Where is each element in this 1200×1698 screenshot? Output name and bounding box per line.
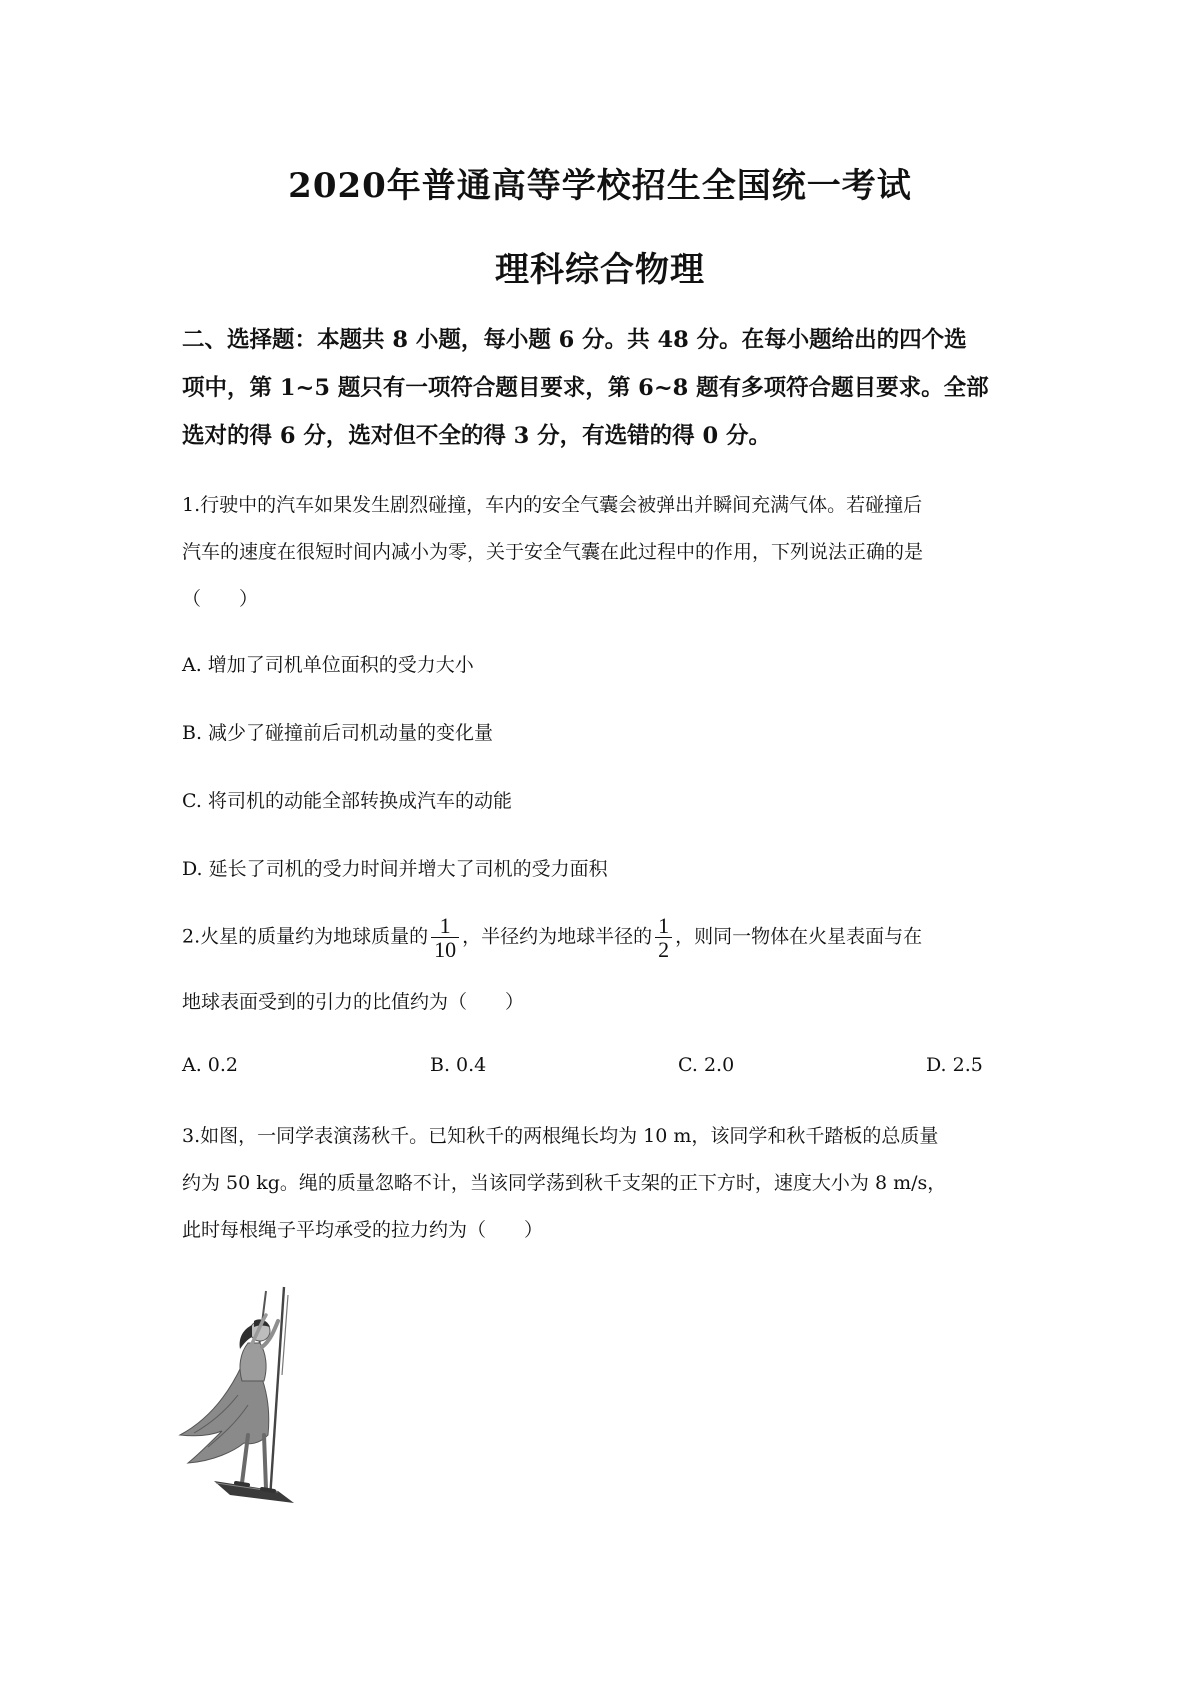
fraction-denominator: 2 <box>658 937 670 963</box>
exam-subtitle: 理科综合物理 <box>495 250 705 290</box>
q1-option-c: C. 将司机的动能全部转换成汽车的动能 <box>182 790 512 812</box>
fraction-numerator: 1 <box>431 914 459 938</box>
section-line-1: 二、选择题：本题共 8 小题，每小题 6 分。共 48 分。在每小题给出的四个选 <box>182 327 967 353</box>
q3-stem-line-1: 3.如图，一同学表演荡秋千。已知秋千的两根绳长均为 10 m，该同学和秋千踏板的总质量 <box>182 1125 939 1147</box>
q1-option-d: D. 延长了司机的受力时间并增大了司机的受力面积 <box>182 858 608 880</box>
q1-option-b: B. 减少了碰撞前后司机动量的变化量 <box>182 722 494 744</box>
girl-leg-right <box>264 1435 266 1489</box>
q2-option-a: A. 0.2 <box>182 1054 239 1076</box>
q2-stem-line-2: 地球表面受到的引力的比值约为（ ） <box>182 991 525 1013</box>
q1-stem-line-1: 1.行驶中的汽车如果发生剧烈碰撞，车内的安全气囊会被弹出并瞬间充满气体。若碰撞后 <box>182 494 923 516</box>
section-line-3: 选对的得 6 分，选对但不全的得 3 分，有选错的得 0 分。 <box>182 423 771 449</box>
q2-text-part-3: ，则同一物体在火星表面与在 <box>675 925 923 948</box>
section-instructions <box>182 316 1032 460</box>
fraction-denominator: 10 <box>434 937 457 963</box>
q2-stem-line-1 <box>182 914 1042 961</box>
q1-stem-line-2: 汽车的速度在很短时间内减小为零，关于安全气囊在此过程中的作用，下列说法正确的是 <box>182 541 924 563</box>
fraction-one-tenth <box>431 914 459 961</box>
q2-text-part-1: 2.火星的质量约为地球质量的 <box>182 925 429 948</box>
fraction-one-half <box>655 914 672 961</box>
fraction-numerator: 1 <box>655 914 672 938</box>
section-line-2: 项中，第 1~5 题只有一项符合题目要求，第 6~8 题有多项符合题目要求。全部 <box>182 375 989 401</box>
q2-option-c: C. 2.0 <box>678 1054 735 1076</box>
swing-illustration <box>178 1285 338 1510</box>
q1-option-a: A. 增加了司机单位面积的受力大小 <box>182 654 474 676</box>
q2-option-d: D. 2.5 <box>926 1054 983 1076</box>
q2-text-part-2: ，半径约为地球半径的 <box>462 925 653 948</box>
q3-stem-line-3: 此时每根绳子平均承受的拉力约为（ ） <box>182 1219 544 1241</box>
exam-title: 2020年普通高等学校招生全国统一考试 <box>288 166 912 206</box>
q3-stem-line-2: 约为 50 kg。绳的质量忽略不计，当该同学荡到秋千支架的正下方时，速度大小为 8 m/s， <box>182 1172 947 1194</box>
q1-answer-blank: （ ） <box>182 588 259 610</box>
swing-rope-right <box>270 1287 284 1499</box>
q2-option-b: B. 0.4 <box>430 1054 487 1076</box>
